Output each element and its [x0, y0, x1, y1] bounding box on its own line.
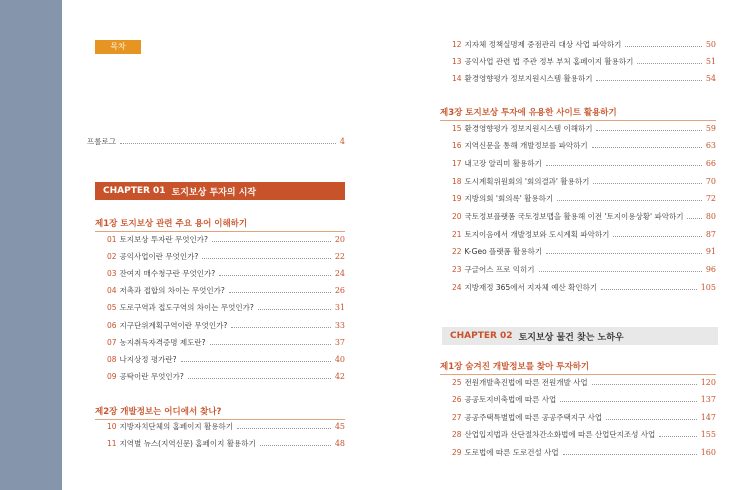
toc-entry-number: 17 — [452, 158, 462, 168]
toc-entry[interactable] — [452, 394, 716, 406]
toc-entry-number: 14 — [452, 73, 462, 83]
toc-entry-page: 26 — [334, 286, 345, 296]
toc-entry[interactable] — [107, 250, 345, 262]
toc-badge: 목차 — [95, 40, 141, 54]
chapter-2-label: CHAPTER 02 — [450, 331, 513, 341]
toc-entry[interactable] — [452, 429, 716, 441]
prologue-label: 프롤로그 — [87, 136, 116, 146]
toc-entry-title: 공공토지비축법에 따른 사업 — [464, 395, 557, 404]
toc-entry-number: 15 — [452, 123, 462, 133]
toc-entry-page: 87 — [705, 229, 716, 239]
toc-entry-number: 02 — [107, 251, 117, 261]
toc-entry-page: 54 — [705, 73, 716, 83]
toc-entry-number: 04 — [107, 286, 117, 296]
toc-entry-title: 구글어스 프로 익히기 — [464, 265, 535, 275]
toc-entry-number: 18 — [452, 176, 462, 186]
toc-entry-number: 22 — [452, 247, 462, 257]
toc-entry-title: 도로구역과 접도구역의 차이는 무엇인가? — [119, 303, 254, 313]
toc-entry-number: 21 — [452, 229, 462, 239]
toc-entry-number: 11 — [107, 438, 117, 448]
toc-entry-page: 66 — [705, 158, 716, 168]
toc-entry[interactable] — [452, 376, 716, 388]
toc-entry-number: 27 — [452, 412, 462, 422]
toc-entry-title: 산업입지법과 산단절차간소화법에 따른 산업단지조성 사업 — [464, 430, 656, 439]
toc-entry-page: 50 — [705, 39, 716, 49]
toc-entry-title: 국토정보플랫폼 국토정보맵을 활용해 이전 '토지이용상황' 파악하기 — [464, 212, 684, 221]
toc-entry-page: 137 — [700, 395, 716, 404]
toc-entry-number: 24 — [452, 282, 462, 292]
chapter-1-title: 토지보상 투자의 시작 — [171, 187, 257, 198]
toc-entry[interactable] — [107, 420, 345, 432]
toc-entry[interactable] — [452, 264, 716, 276]
toc-entry-page: 31 — [334, 303, 345, 313]
toc-entry-page: 70 — [705, 176, 716, 186]
toc-entry-number: 03 — [107, 268, 117, 278]
toc-entry-page: 22 — [334, 251, 345, 261]
section-3-title: 제3장 토지보상 투자에 유용한 사이트 활용하기 — [440, 106, 716, 118]
toc-entry-page: 63 — [705, 141, 716, 151]
toc-entry-number: 26 — [452, 395, 462, 404]
toc-entry-page: 96 — [705, 265, 716, 275]
toc-entry-page: 20 — [334, 234, 345, 244]
toc-entry-title: 지방자치단체의 홈페이지 활용하기 — [119, 421, 233, 431]
toc-entry-title: 잔여지 매수청구란 무엇인가? — [119, 268, 216, 278]
toc-entry-page: 80 — [705, 212, 716, 221]
toc-entry-title: 지역별 뉴스(지역신문) 홈페이지 활용하기 — [119, 438, 256, 448]
toc-entry-number: 01 — [107, 234, 117, 244]
section-2-title: 제2장 개발정보는 어디에서 찾나? — [95, 405, 345, 417]
toc-entry[interactable] — [107, 267, 345, 279]
chapter-2-header — [442, 327, 718, 345]
toc-entry-page: 40 — [334, 354, 345, 364]
toc-entry-title: 지방의회 '회의록' 활용하기 — [464, 194, 554, 204]
toc-entry-title: 공탁이란 무엇인가? — [119, 372, 184, 382]
toc-entry-number: 12 — [452, 39, 462, 49]
toc-entry-page: 147 — [700, 412, 716, 422]
toc-entry-number: 23 — [452, 265, 462, 275]
toc-entry-number: 20 — [452, 212, 462, 221]
toc-entry[interactable] — [452, 411, 716, 423]
toc-entry[interactable] — [107, 336, 345, 348]
toc-entry-number: 13 — [452, 56, 462, 66]
toc-entry[interactable] — [452, 246, 716, 258]
toc-entry-title: 나지상정 평가란? — [119, 354, 177, 364]
toc-entry[interactable] — [107, 371, 345, 383]
toc-entry-page: 24 — [334, 268, 345, 278]
toc-entry-number: 28 — [452, 430, 462, 439]
toc-entry-title: 공공주택특별법에 따른 공공주택지구 사업 — [464, 412, 603, 422]
toc-entry-number: 25 — [452, 377, 462, 387]
toc-entry-number: 07 — [107, 337, 117, 347]
toc-entry-page: 91 — [705, 247, 716, 257]
toc-entry[interactable] — [452, 140, 716, 152]
toc-entry-title: 농지취득자격증명 제도란? — [119, 337, 206, 347]
toc-entry[interactable] — [107, 319, 345, 331]
section-4-title: 제1장 숨겨진 개발정보를 찾아 투자하기 — [440, 360, 716, 372]
toc-entry[interactable] — [452, 211, 716, 223]
toc-entry-title: 내고장 알리미 활용하기 — [464, 158, 542, 168]
toc-entry-title: 지자체 정책실명제 중점관리 대상 사업 파악하기 — [464, 39, 622, 49]
toc-entry-title: 환경영향평가 정보지원시스템 활용하기 — [464, 73, 593, 83]
toc-entry-title: 토지보상 투자란 무엇인가? — [119, 234, 208, 244]
toc-entry[interactable] — [452, 281, 716, 293]
toc-entry-title: 토지이음에서 개발정보와 도시계획 파악하기 — [464, 229, 610, 239]
toc-entry[interactable] — [452, 175, 716, 187]
chapter-1-label: CHAPTER 01 — [103, 186, 166, 196]
toc-entry-title: 지역신문을 통해 개발정보를 파악하기 — [464, 141, 588, 151]
toc-entry[interactable] — [452, 122, 716, 134]
toc-entry[interactable] — [107, 302, 345, 314]
toc-entry-page: 72 — [705, 194, 716, 204]
toc-entry[interactable] — [452, 193, 716, 205]
toc-entry-page: 42 — [334, 372, 345, 382]
toc-entry-number: 16 — [452, 141, 462, 151]
toc-entry-page: 45 — [334, 421, 345, 431]
toc-entry[interactable] — [107, 285, 345, 297]
toc-entry-number: 09 — [107, 372, 117, 382]
toc-entry[interactable] — [452, 38, 716, 50]
chapter-1-header — [95, 182, 345, 200]
toc-page — [62, 0, 750, 490]
toc-entry-number: 05 — [107, 303, 117, 313]
toc-entry-page: 51 — [705, 56, 716, 66]
toc-entry-title: 전원개발촉진법에 따른 전원개발 사업 — [464, 377, 588, 387]
toc-entry-number: 08 — [107, 354, 117, 364]
toc-entry-number: 29 — [452, 447, 462, 457]
toc-entry-title: 공익사업 관련 법 주관 정부 부처 홈페이지 활용하기 — [464, 56, 634, 66]
toc-entry-page: 48 — [334, 438, 345, 448]
prologue-page: 4 — [339, 136, 345, 146]
prologue-line[interactable] — [87, 135, 345, 147]
section-1-title: 제1장 토지보상 관련 주요 용어 이해하기 — [95, 217, 345, 229]
toc-entry-number: 10 — [107, 421, 117, 431]
toc-entry-number: 06 — [107, 320, 117, 330]
toc-entry[interactable] — [452, 55, 716, 67]
toc-entry[interactable] — [452, 157, 716, 169]
toc-entry[interactable] — [452, 446, 716, 458]
toc-entry[interactable] — [107, 353, 345, 365]
toc-entry-title: 저촉과 접합의 차이는 무엇인가? — [119, 286, 225, 296]
toc-entry-page: 59 — [705, 123, 716, 133]
toc-entry-title: 지구단위계획구역이란 무엇인가? — [119, 320, 228, 330]
toc-entry-page: 37 — [334, 337, 345, 347]
left-margin-band — [0, 0, 62, 490]
toc-entry-title: 공익사업이란 무엇인가? — [119, 251, 199, 261]
toc-entry-title: 도로법에 따른 도로건설 사업 — [464, 447, 559, 457]
toc-entry-page: 120 — [700, 377, 716, 387]
toc-entry[interactable] — [452, 228, 716, 240]
toc-entry-page: 160 — [700, 447, 716, 457]
toc-entry-title: 환경영향평가 정보지원시스템 이해하기 — [464, 123, 593, 133]
toc-entry-page: 155 — [700, 430, 716, 439]
toc-entry-title: 도시계획위원회의 '회의결과' 활용하기 — [464, 176, 590, 186]
toc-entry[interactable] — [452, 72, 716, 84]
toc-entry-page: 33 — [334, 320, 345, 330]
chapter-2-title: 토지보상 물건 찾는 노하우 — [518, 332, 624, 343]
toc-entry[interactable] — [107, 437, 345, 449]
toc-entry-title: 지방재정 365에서 지자체 예산 확인하기 — [464, 282, 598, 292]
toc-entry-number: 19 — [452, 194, 462, 204]
toc-entry[interactable] — [107, 233, 345, 245]
toc-entry-title: K-Geo 플랫폼 활용하기 — [464, 247, 543, 257]
toc-entry-page: 105 — [700, 282, 716, 292]
